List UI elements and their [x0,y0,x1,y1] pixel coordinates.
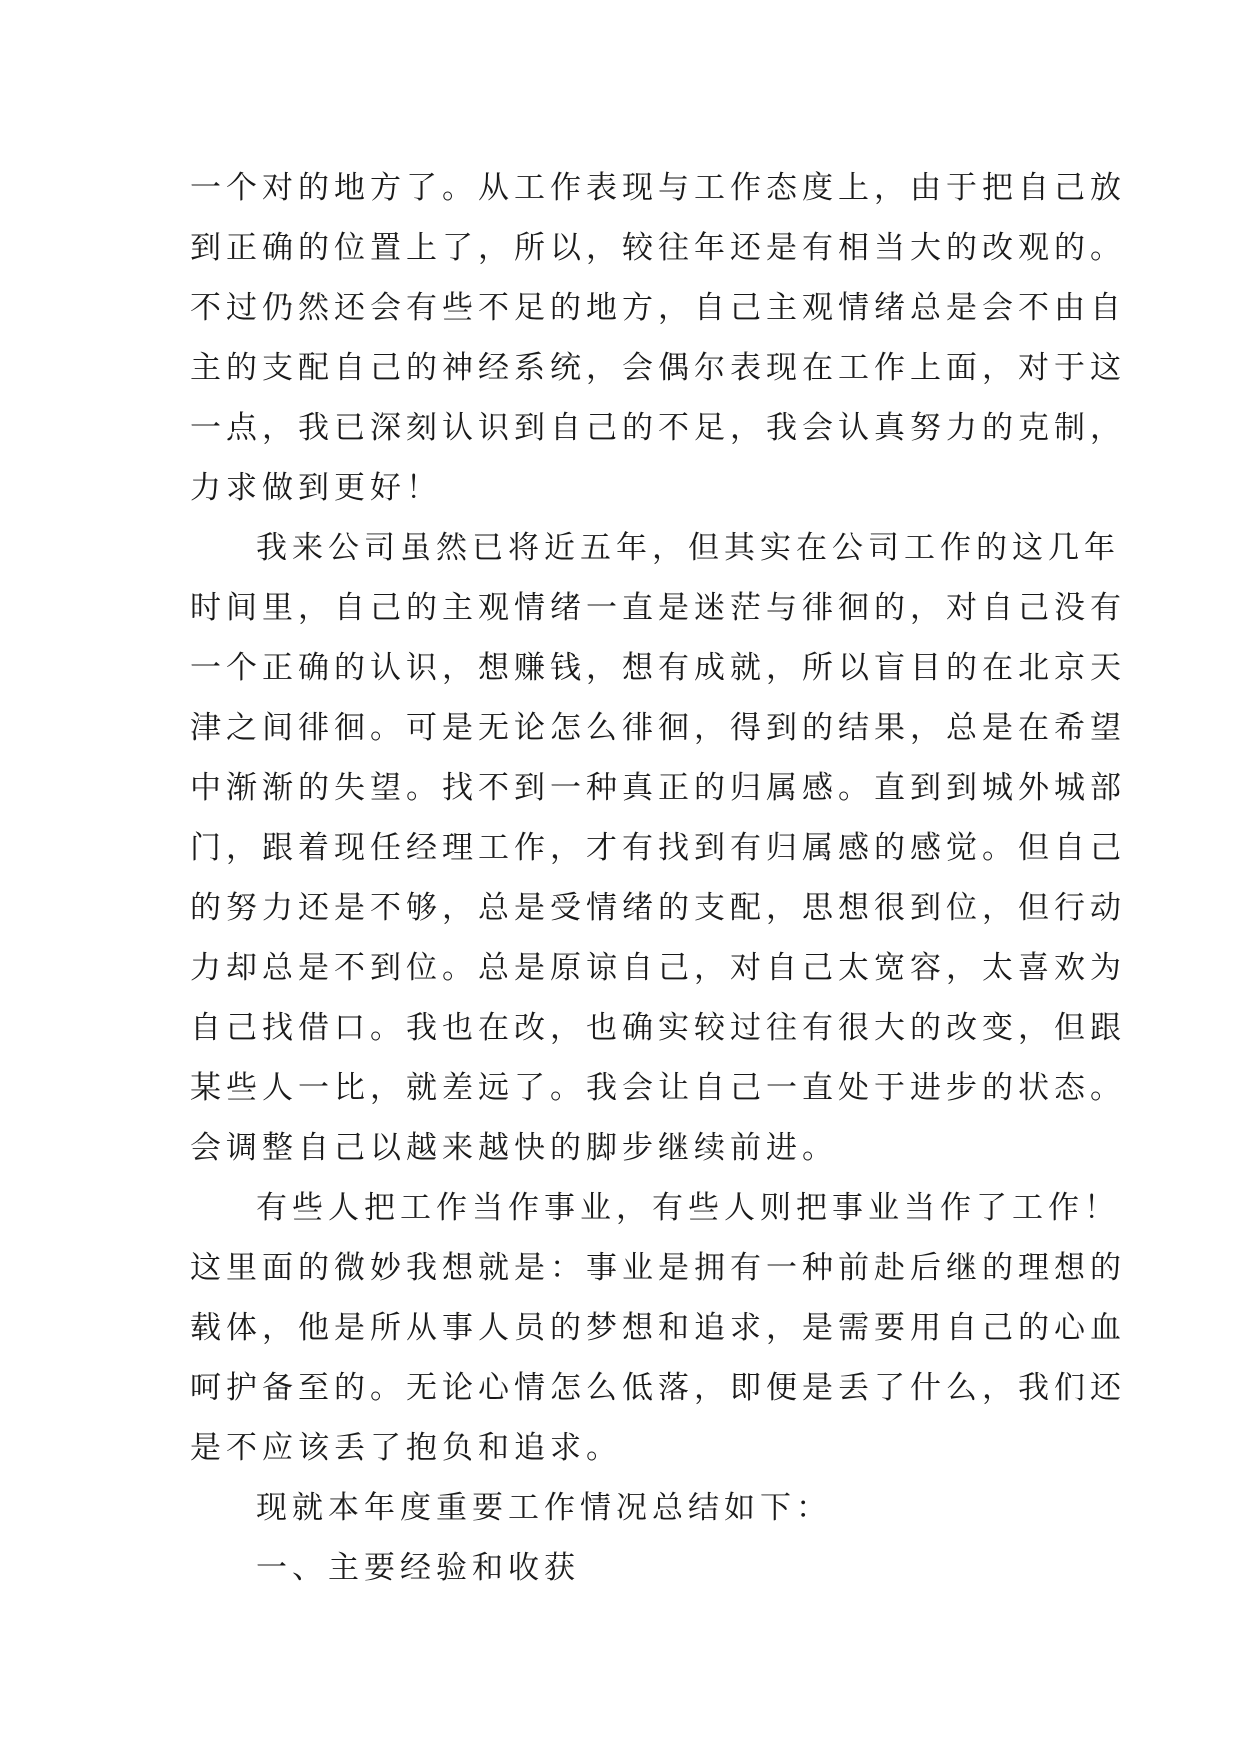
text-line: 津之间徘徊。可是无论怎么徘徊，得到的结果，总是在希望 [190,710,1126,746]
text-line: 门，跟着现任经理工作，才有找到有归属感的感觉。但自己 [190,830,1126,866]
text-line: 时间里，自己的主观情绪一直是迷茫与徘徊的，对自己没有 [190,590,1126,626]
paragraph-start-line: 现就本年度重要工作情况总结如下： [256,1490,832,1526]
text-line: 中渐渐的失望。找不到一种真正的归属感。直到到城外城部 [190,770,1126,806]
text-line: 的努力还是不够，总是受情绪的支配，思想很到位，但行动 [190,890,1126,926]
text-line: 主的支配自己的神经系统，会偶尔表现在工作上面，对于这 [190,350,1126,386]
text-line: 某些人一比，就差远了。我会让自己一直处于进步的状态。 [190,1070,1126,1106]
text-line: 一点，我已深刻认识到自己的不足，我会认真努力的克制， [190,410,1126,446]
paragraph-start-line: 有些人把工作当作事业，有些人则把事业当作了工作！ [256,1190,1120,1226]
text-line: 力求做到更好！ [190,470,442,506]
text-line: 自己找借口。我也在改，也确实较过往有很大的改变，但跟 [190,1010,1126,1046]
document-body [190,158,1126,1598]
text-line: 一个对的地方了。从工作表现与工作态度上，由于把自己放 [190,170,1126,206]
text-line: 这里面的微妙我想就是：事业是拥有一种前赴后继的理想的 [190,1250,1126,1286]
text-line: 呵护备至的。无论心情怎么低落，即便是丢了什么，我们还 [190,1370,1126,1406]
text-line: 不过仍然还会有些不足的地方，自己主观情绪总是会不由自 [190,290,1126,326]
text-line: 会调整自己以越来越快的脚步继续前进。 [190,1130,838,1166]
section-heading: 一、主要经验和收获 [256,1550,580,1586]
text-line: 是不应该丢了抱负和追求。 [190,1430,622,1466]
text-line: 载体，他是所从事人员的梦想和追求，是需要用自己的心血 [190,1310,1126,1346]
text-line: 到正确的位置上了，所以，较往年还是有相当大的改观的。 [190,230,1126,266]
text-line: 一个正确的认识，想赚钱，想有成就，所以盲目的在北京天 [190,650,1126,686]
paragraph-start-line: 我来公司虽然已将近五年，但其实在公司工作的这几年 [256,530,1120,566]
text-line: 力却总是不到位。总是原谅自己，对自己太宽容，太喜欢为 [190,950,1126,986]
